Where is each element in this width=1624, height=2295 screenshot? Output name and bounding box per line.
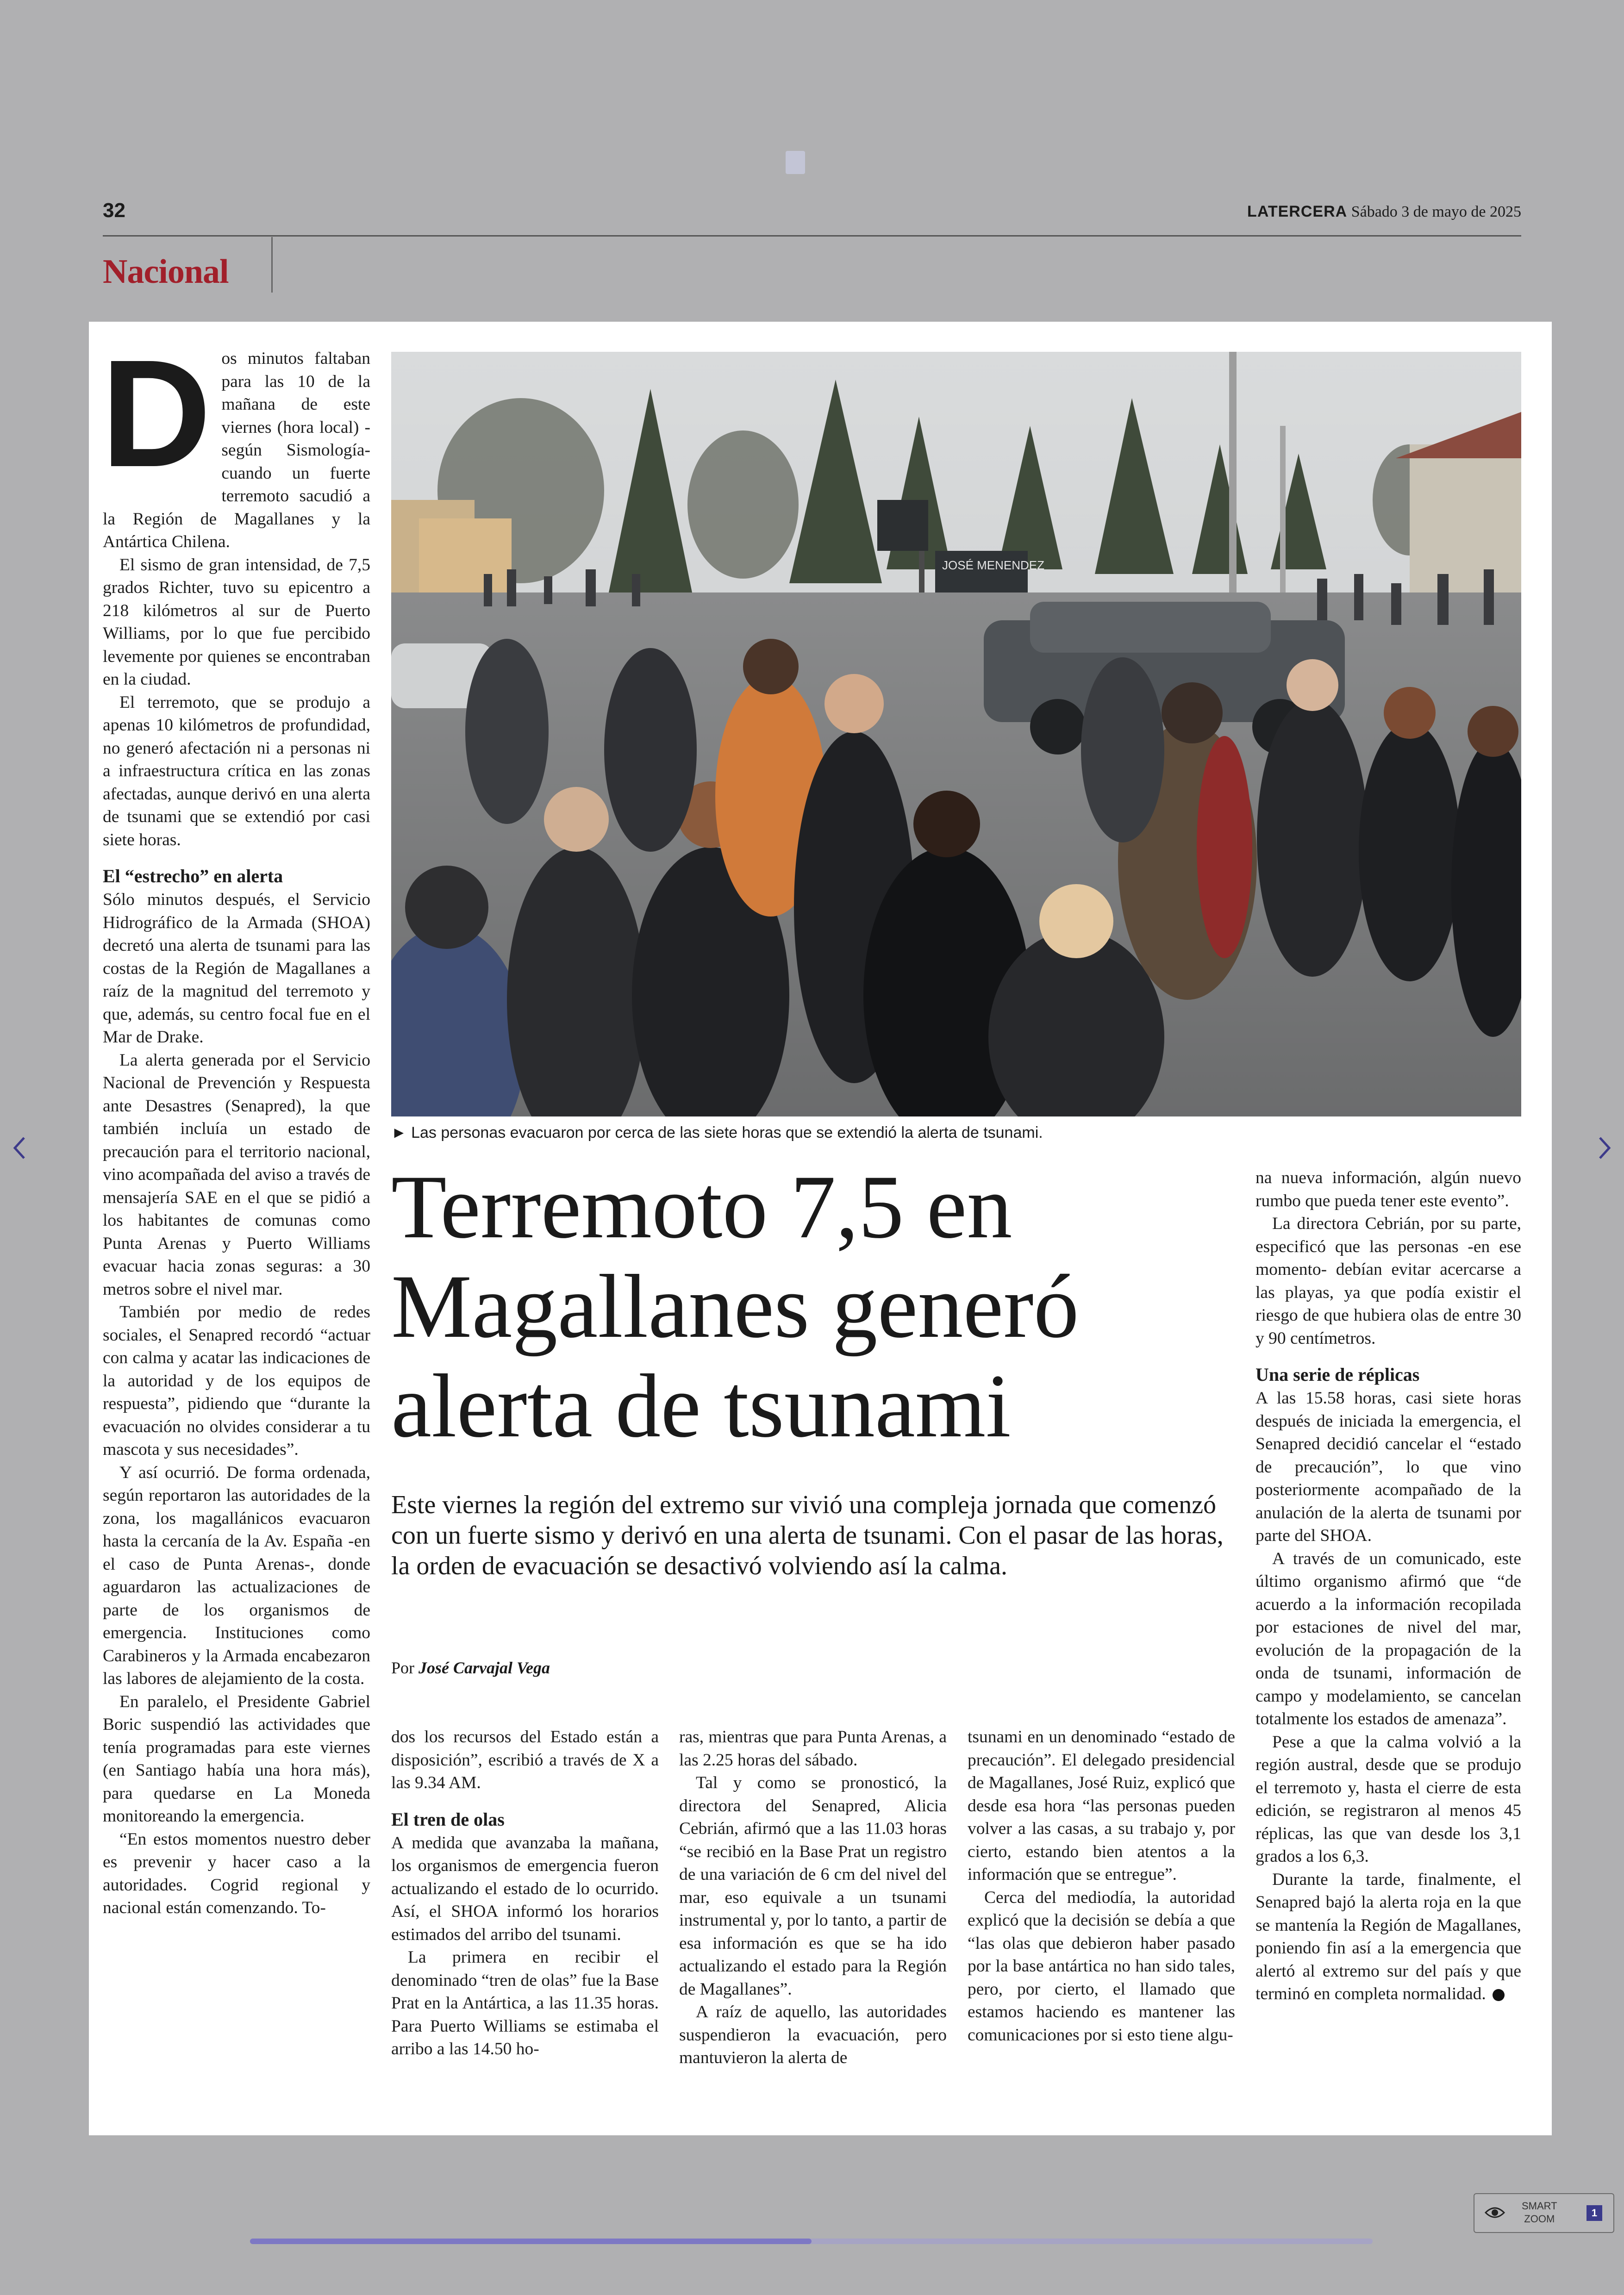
- brand-name: LATERCERA: [1247, 203, 1348, 220]
- paragraph: “En estos momentos nuestro deber es prevenir y hacer caso a la autoridades. Cogrid regional y nacional están comenzando. To-: [103, 1829, 370, 1917]
- article-column-left: [101, 328, 370, 1920]
- paragraph: La alerta generada por el Servicio Nacional de Prevención y Respuesta ante Desastres (Senapred), la que también incluía un estado de precaución para el territorio nacional, vino acompañada del aviso a través de mensajería SAE en el que se pidió a los habitantes de comunas como Punta Arenas y Puerto Williams evacuar hacia zonas seguras: a 30 metros sobre el nivel mar.: [103, 1050, 370, 1299]
- paragraph: A las 15.58 horas, casi siete horas después de iniciada la emergencia, el Senapred decidió cancelar el “estado de precaución”, lo que vino posteriormente acompañado de la anulación de la alerta de tsunami por parte del SHOA.: [1255, 1389, 1521, 1545]
- masthead: [1247, 203, 1521, 221]
- page-count-badge: 1: [1587, 2205, 1602, 2221]
- paragraph: La directora Cebrián, por su parte, especificó que las personas -en ese momento- debían evitar acercarse a las playas, ya que podía existir el riesgo de que hubiera olas de entre 30 y 90 centímetros.: [1255, 1214, 1521, 1348]
- paragraph: El terremoto, que se produjo a apenas 10 kilómetros de profundidad, no generó afectación ni a personas ni a infraestructura crítica en las zonas afectadas, aunque derivó en una alerta de tsunami que se extendió por casi siete horas.: [103, 692, 370, 849]
- paragraph: Cerca del mediodía, la autoridad explicó que la decisión se debía a que “las olas que debieron haber pasado por la base antártica no han sido tales, pero, por cierto, el llamado que estamos haciendo es mantener las comunicaciones por si esto tiene algu-: [968, 1888, 1235, 2045]
- paragraph: A medida que avanzaba la mañana, los organismos de emergencia fueron actualizando el estado de lo ocurrido. Así, el SHOA informó los horarios estimados del arribo del tsunami.: [391, 1833, 659, 1944]
- page-header: [103, 199, 1521, 231]
- chevron-left-icon: [10, 1134, 29, 1162]
- header-divider: [103, 235, 1521, 237]
- paragraph: También por medio de redes sociales, el Senapred recordó “actuar con calma y acatar las indicaciones de la autoridad y de los equipos de respuesta”, pidiendo que “durante la evacuación no olvides considerar a tu mascota y sus necesidades”.: [103, 1303, 370, 1459]
- next-page-button[interactable]: [1591, 1129, 1618, 1166]
- crowd-photo-illustration: [391, 352, 1521, 1116]
- paragraph: Durante la tarde, finalmente, el Senapred bajó la alerta roja en la que se mantenía la Región de Magallanes, poniendo fin así a la emergencia que alertó al extremo sur del país y que terminó en completa normalidad.: [1255, 1870, 1521, 2003]
- byline: [391, 1658, 550, 1678]
- paragraph: dos los recursos del Estado están a disposición”, escribió a través de X a las 9.34 AM.: [391, 1727, 659, 1792]
- article-headline: Terremoto 7,5 en Magallanes generó alerta de tsunami: [391, 1157, 1079, 1456]
- smart-zoom-button[interactable]: [1474, 2193, 1614, 2233]
- page-marker: [786, 151, 805, 174]
- page-number: 32: [103, 199, 125, 222]
- paragraph: A raíz de aquello, las autoridades suspendieron la evacuación, pero mantuvieron la alerta de: [679, 2002, 947, 2067]
- chevron-right-icon: [1595, 1134, 1614, 1162]
- subheading: El tren de olas: [391, 1809, 505, 1830]
- article-column-3: [679, 1726, 947, 2070]
- paragraph: El sismo de gran intensidad, de 7,5 grados Richter, tuvo su epicentro a 218 kilómetros al sur de Puerto Williams, por lo que fue percibido levemente por quienes se encontraban en la ciudad.: [103, 555, 370, 689]
- byline-prefix: Por: [391, 1659, 415, 1677]
- article-column-4: [968, 1726, 1235, 2046]
- subheading: Una serie de réplicas: [1255, 1364, 1420, 1385]
- issue-date: Sábado 3 de mayo de 2025: [1351, 203, 1521, 220]
- drop-cap: D: [101, 328, 212, 499]
- paragraph: La primera en recibir el denominado “tren de olas” fue la Base Prat en la Antártica, a las 11.35 horas. Para Puerto Williams se estimaba el arribo a las 14.50 ho-: [391, 1948, 659, 2058]
- article-standfirst: Este viernes la región del extremo sur vivió una compleja jornada que comenzó con un fuerte sismo y derivó en una alerta de tsunami. Con el pasar de las horas, la orden de evacuación se desactivó volviendo así la calma.: [391, 1491, 1224, 1580]
- paragraph: ras, mientras que para Punta Arenas, a las 2.25 horas del sábado.: [679, 1727, 947, 1770]
- paragraph: Sólo minutos después, el Servicio Hidrográfico de la Armada (SHOA) decretó una alerta de tsunami para las costas de la Región de Magallanes a raíz de la magnitud del terremoto y que, además, su centro focal fue en el Mar de Drake.: [103, 890, 370, 1047]
- paragraph: A través de un comunicado, este último organismo afirmó que “de acuerdo a la información recopilada por estaciones de nivel del mar, evolución de la propagación de la onda de tsunami, información de campo y modelamiento, se cancelan totalmente los estados de amenaza”.: [1255, 1549, 1521, 1728]
- paragraph: En paralelo, el Presidente Gabriel Boric suspendió las actividades que tenía programadas para este viernes (en Santiago había una hora más), para quedarse en La Moneda monitoreando la emergencia.: [103, 1692, 370, 1826]
- article-column-2: [391, 1726, 659, 2061]
- paragraph: Pese a que la calma volvió a la región austral, desde que se produjo el terremoto y, hasta el cierre de esta edición, se registraron al menos 45 réplicas, las que van desde los 3,1 grados a los 6,3.: [1255, 1732, 1521, 1866]
- paragraph: tsunami en un denominado “estado de precaución”. El delegado presidencial de Magallanes, José Ruiz, explicó que desde esa hora “las personas pueden volver a las casas, a su trabajo y, por cierto, estando bien atentos a la información que se entregue”.: [968, 1727, 1235, 1884]
- photo-caption: ► Las personas evacuaron por cerca de las siete horas que se extendió la alerta de tsunami.: [391, 1124, 1043, 1141]
- page-progress-fill: [250, 2239, 812, 2244]
- smart-zoom-label: SMART ZOOM: [1522, 2200, 1557, 2225]
- article-photo: [391, 352, 1521, 1116]
- section-divider: [271, 237, 273, 293]
- page-progress-bar[interactable]: [250, 2239, 1373, 2244]
- eye-icon: [1485, 2205, 1505, 2220]
- subheading: El “estrecho” en alerta: [103, 866, 283, 886]
- paragraph: Y así ocurrió. De forma ordenada, según reportaron las autoridades de la zona, los magallánicos evacuaron hasta la cercanía de la Av. España -en el caso de Punta Arenas-, donde aguardaron las actualizaciones de parte de los organismos de emergencia. Instituciones como Carabineros y la Armada encabezaron las labores de alejamiento de la costa.: [103, 1463, 370, 1688]
- section-title: Nacional: [103, 253, 229, 291]
- lead-paragraph: Dos minutos faltaban para las 10 de la mañana de este viernes (hora local) -según Sismología- cuando un fuerte terremoto sacudió a la Región de Magallanes y la Antártica Chilena.: [101, 328, 370, 551]
- prev-page-button[interactable]: [6, 1129, 33, 1166]
- byline-author: José Carvajal Vega: [418, 1659, 550, 1677]
- article-column-right: [1255, 1166, 1521, 2006]
- paragraph: na nueva información, algún nuevo rumbo que pueda tener este evento”.: [1255, 1168, 1521, 1210]
- street-sign-text: JOSÉ MENENDEZ: [942, 558, 1045, 572]
- end-mark-icon: [1493, 1989, 1505, 2001]
- paragraph: Tal y como se pronosticó, la directora del Senapred, Alicia Cebrián, afirmó que a las 11.03 horas “se recibió en la Base Prat un registro de una variación de 6 cm del nivel del mar, eso equivale a un tsunami instrumental y, por lo tanto, a partir de esa información es que se ha ido actualizando el estado para la Región de Magallanes”.: [679, 1773, 947, 1999]
